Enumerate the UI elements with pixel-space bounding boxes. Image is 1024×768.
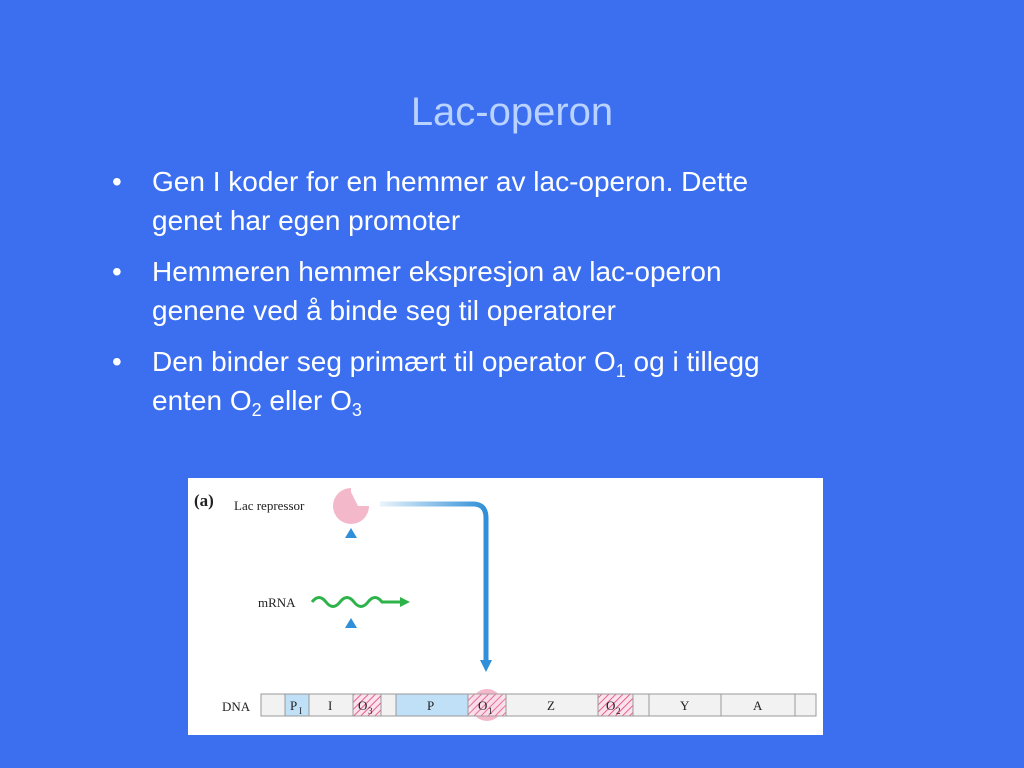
repressor-label: Lac repressor	[234, 498, 305, 513]
bullet-text: Hemmeren hemmer ekspresjon av lac-operon	[152, 256, 722, 287]
segment-label: Z	[547, 698, 555, 713]
transcription-arrow-head	[345, 618, 357, 628]
bullet-text: Gen I koder for en hemmer av lac-operon. Dette	[152, 166, 749, 197]
segment-label: Y	[680, 698, 690, 713]
bullet-item	[112, 162, 912, 240]
bullet-item	[112, 252, 912, 330]
bullet-list	[112, 162, 912, 432]
bullet-item	[112, 342, 912, 420]
subscript: 1	[615, 361, 626, 381]
bullet-text: enten O	[152, 385, 252, 416]
dna-label: DNA	[222, 699, 251, 714]
bullet-text: og i tillegg	[625, 346, 760, 377]
slide-title: Lac-operon	[410, 90, 614, 134]
bullet-marker: •	[112, 346, 122, 377]
binding-arrow-head	[480, 660, 492, 672]
segment-label: P	[427, 698, 435, 713]
bullet-text: genet har egen promoter	[152, 205, 461, 236]
binding-arrow	[380, 504, 486, 660]
dna-strand	[261, 689, 816, 721]
mrna-label: mRNA	[258, 595, 296, 610]
bullet-marker: •	[112, 256, 122, 287]
panel-label: (a)	[194, 491, 214, 510]
segment-label: A	[753, 698, 763, 713]
translation-arrow-head	[345, 528, 357, 538]
subscript: 2	[251, 400, 262, 420]
diagram-svg	[188, 478, 823, 735]
repressor-protein	[333, 488, 369, 524]
mrna-strand	[312, 598, 402, 607]
segment-subscript: I	[299, 706, 302, 716]
segment-subscript: 1	[488, 706, 493, 716]
segment-subscript: 2	[616, 706, 621, 716]
mrna-arrow-head	[400, 597, 410, 607]
segment-label: I	[328, 698, 333, 713]
segment-label: P	[290, 698, 298, 713]
bullet-text: eller O	[261, 385, 352, 416]
bullet-text: Den binder seg primært til operator O	[152, 346, 616, 377]
segment-label: O	[606, 698, 616, 713]
bullet-text: genene ved å binde seg til operatorer	[152, 295, 616, 326]
subscript: 3	[351, 400, 362, 420]
lac-operon-diagram	[188, 478, 823, 735]
segment-label: O	[358, 698, 368, 713]
bullet-marker: •	[112, 166, 122, 197]
segment-label: O	[478, 698, 488, 713]
segment-subscript: 3	[368, 706, 373, 716]
